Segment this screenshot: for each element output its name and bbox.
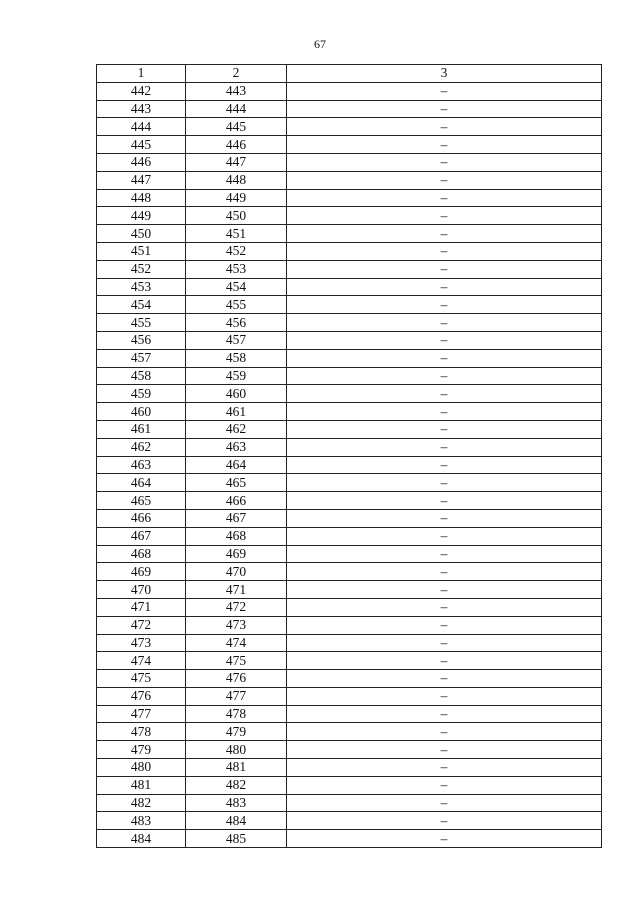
table-cell-col-2: 448: [186, 171, 287, 189]
table-header: [97, 65, 602, 83]
table-row: [97, 474, 602, 492]
table-cell-col-1: 475: [97, 670, 186, 688]
table-cell-col-1: 444: [97, 118, 186, 136]
table-cell-col-1: 483: [97, 812, 186, 830]
table-row: [97, 652, 602, 670]
table-cell-col-3: –: [287, 438, 602, 456]
page-number: 67: [314, 37, 326, 51]
table-row: [97, 100, 602, 118]
table-cell-col-1: 448: [97, 189, 186, 207]
table-cell-col-3: –: [287, 563, 602, 581]
table-row: [97, 278, 602, 296]
table-row: [97, 403, 602, 421]
table-row: [97, 545, 602, 563]
table-cell-col-2: 460: [186, 385, 287, 403]
table-cell-col-3: –: [287, 474, 602, 492]
table-cell-col-1: 458: [97, 367, 186, 385]
table-cell-col-3: –: [287, 385, 602, 403]
table-cell-col-1: 482: [97, 794, 186, 812]
table-cell-col-1: 462: [97, 438, 186, 456]
table-row: [97, 456, 602, 474]
table-cell-col-2: 478: [186, 705, 287, 723]
table-row: [97, 492, 602, 510]
table-cell-col-3: –: [287, 189, 602, 207]
table-row: [97, 581, 602, 599]
table-cell-col-1: 450: [97, 225, 186, 243]
table-cell-col-3: –: [287, 581, 602, 599]
column-header-2: 2: [186, 65, 287, 83]
table-cell-col-3: –: [287, 634, 602, 652]
table-row: [97, 598, 602, 616]
table-cell-col-1: 454: [97, 296, 186, 314]
table-cell-col-1: 460: [97, 403, 186, 421]
table-row: [97, 82, 602, 100]
table-cell-col-3: –: [287, 296, 602, 314]
table-cell-col-3: –: [287, 331, 602, 349]
table-cell-col-1: 484: [97, 830, 186, 848]
table-cell-col-3: –: [287, 456, 602, 474]
table-cell-col-3: –: [287, 527, 602, 545]
table-cell-col-3: –: [287, 260, 602, 278]
table-cell-col-1: 453: [97, 278, 186, 296]
table-cell-col-3: –: [287, 242, 602, 260]
table-cell-col-3: –: [287, 367, 602, 385]
table-row: [97, 242, 602, 260]
table-cell-col-1: 477: [97, 705, 186, 723]
table-cell-col-2: 470: [186, 563, 287, 581]
table-cell-col-2: 466: [186, 492, 287, 510]
table-cell-col-1: 474: [97, 652, 186, 670]
table-row: [97, 563, 602, 581]
table-cell-col-3: –: [287, 812, 602, 830]
table-cell-col-2: 468: [186, 527, 287, 545]
table-cell-col-2: 462: [186, 420, 287, 438]
table-cell-col-2: 465: [186, 474, 287, 492]
table-cell-col-2: 463: [186, 438, 287, 456]
table-cell-col-2: 471: [186, 581, 287, 599]
table-cell-col-1: 468: [97, 545, 186, 563]
table-cell-col-1: 464: [97, 474, 186, 492]
table-cell-col-2: 447: [186, 153, 287, 171]
table-cell-col-2: 445: [186, 118, 287, 136]
table-row: [97, 670, 602, 688]
table-row: [97, 118, 602, 136]
table-cell-col-1: 452: [97, 260, 186, 278]
table-cell-col-3: –: [287, 314, 602, 332]
table-cell-col-2: 481: [186, 759, 287, 777]
table-cell-col-3: –: [287, 616, 602, 634]
table-cell-col-3: –: [287, 670, 602, 688]
table-cell-col-2: 449: [186, 189, 287, 207]
table-cell-col-3: –: [287, 153, 602, 171]
table-cell-col-2: 451: [186, 225, 287, 243]
table-cell-col-1: 442: [97, 82, 186, 100]
table-row: [97, 830, 602, 848]
table-row: [97, 331, 602, 349]
table-cell-col-2: 477: [186, 687, 287, 705]
table-cell-col-3: –: [287, 776, 602, 794]
table-cell-col-3: –: [287, 759, 602, 777]
table-cell-col-1: 455: [97, 314, 186, 332]
table-cell-col-2: 459: [186, 367, 287, 385]
table-cell-col-2: 452: [186, 242, 287, 260]
table-cell-col-1: 472: [97, 616, 186, 634]
table-cell-col-1: 449: [97, 207, 186, 225]
table-row: [97, 776, 602, 794]
table-cell-col-3: –: [287, 136, 602, 154]
table-row: [97, 136, 602, 154]
table-cell-col-2: 479: [186, 723, 287, 741]
column-header-3: 3: [287, 65, 602, 83]
table-row: [97, 420, 602, 438]
table-cell-col-1: 476: [97, 687, 186, 705]
table-cell-col-1: 445: [97, 136, 186, 154]
table-cell-col-2: 464: [186, 456, 287, 474]
table-row: [97, 349, 602, 367]
table-cell-col-1: 443: [97, 100, 186, 118]
table-cell-col-1: 451: [97, 242, 186, 260]
table-cell-col-3: –: [287, 598, 602, 616]
table-cell-col-2: 485: [186, 830, 287, 848]
table-cell-col-2: 450: [186, 207, 287, 225]
table-row: [97, 225, 602, 243]
table-cell-col-3: –: [287, 652, 602, 670]
table-cell-col-1: 447: [97, 171, 186, 189]
table-row: [97, 705, 602, 723]
table-row: [97, 171, 602, 189]
table-cell-col-3: –: [287, 830, 602, 848]
table-row: [97, 207, 602, 225]
table-cell-col-3: –: [287, 741, 602, 759]
table-row: [97, 741, 602, 759]
table-cell-col-2: 474: [186, 634, 287, 652]
table-cell-col-1: 461: [97, 420, 186, 438]
table-cell-col-2: 484: [186, 812, 287, 830]
table-cell-col-3: –: [287, 545, 602, 563]
table-row: [97, 314, 602, 332]
table-cell-col-1: 479: [97, 741, 186, 759]
table-cell-col-2: 444: [186, 100, 287, 118]
table-cell-col-2: 473: [186, 616, 287, 634]
data-table: [96, 64, 602, 848]
table-cell-col-1: 469: [97, 563, 186, 581]
table-cell-col-1: 456: [97, 331, 186, 349]
table-row: [97, 812, 602, 830]
table-cell-col-3: –: [287, 225, 602, 243]
table-cell-col-3: –: [287, 100, 602, 118]
table-cell-col-2: 446: [186, 136, 287, 154]
table-cell-col-1: 478: [97, 723, 186, 741]
table-cell-col-3: –: [287, 349, 602, 367]
table-cell-col-1: 446: [97, 153, 186, 171]
table-cell-col-3: –: [287, 723, 602, 741]
table-cell-col-2: 458: [186, 349, 287, 367]
table-cell-col-2: 482: [186, 776, 287, 794]
table-row: [97, 759, 602, 777]
table-row: [97, 634, 602, 652]
table-cell-col-3: –: [287, 82, 602, 100]
table-cell-col-3: –: [287, 171, 602, 189]
table-row: [97, 367, 602, 385]
table-cell-col-3: –: [287, 420, 602, 438]
table-row: [97, 189, 602, 207]
table-cell-col-3: –: [287, 278, 602, 296]
table-cell-col-1: 457: [97, 349, 186, 367]
table-cell-col-2: 461: [186, 403, 287, 421]
table-cell-col-2: 472: [186, 598, 287, 616]
table-row: [97, 385, 602, 403]
table-cell-col-1: 459: [97, 385, 186, 403]
table-cell-col-2: 456: [186, 314, 287, 332]
table-cell-col-2: 467: [186, 509, 287, 527]
table-row: [97, 616, 602, 634]
table-cell-col-2: 453: [186, 260, 287, 278]
table-cell-col-2: 455: [186, 296, 287, 314]
table-row: [97, 509, 602, 527]
table-row: [97, 794, 602, 812]
table-cell-col-1: 467: [97, 527, 186, 545]
table-cell-col-3: –: [287, 687, 602, 705]
table-cell-col-2: 476: [186, 670, 287, 688]
table-cell-col-1: 465: [97, 492, 186, 510]
table-cell-col-3: –: [287, 705, 602, 723]
table-cell-col-1: 471: [97, 598, 186, 616]
table-body: [97, 82, 602, 847]
table-cell-col-2: 475: [186, 652, 287, 670]
table-row: [97, 723, 602, 741]
table-cell-col-3: –: [287, 207, 602, 225]
table-cell-col-3: –: [287, 118, 602, 136]
table-cell-col-2: 483: [186, 794, 287, 812]
table-cell-col-3: –: [287, 794, 602, 812]
table-cell-col-1: 463: [97, 456, 186, 474]
table-cell-col-2: 480: [186, 741, 287, 759]
table-row: [97, 527, 602, 545]
table-cell-col-1: 480: [97, 759, 186, 777]
table-cell-col-2: 454: [186, 278, 287, 296]
column-header-1: 1: [97, 65, 186, 83]
table-cell-col-3: –: [287, 492, 602, 510]
table-cell-col-3: –: [287, 403, 602, 421]
header-row: [97, 65, 602, 83]
table-cell-col-3: –: [287, 509, 602, 527]
table-row: [97, 260, 602, 278]
table-row: [97, 296, 602, 314]
table-cell-col-1: 473: [97, 634, 186, 652]
table-cell-col-1: 481: [97, 776, 186, 794]
table-cell-col-2: 443: [186, 82, 287, 100]
table-row: [97, 687, 602, 705]
table-cell-col-1: 466: [97, 509, 186, 527]
table-row: [97, 153, 602, 171]
table-cell-col-1: 470: [97, 581, 186, 599]
table-cell-col-2: 457: [186, 331, 287, 349]
table-cell-col-2: 469: [186, 545, 287, 563]
table-row: [97, 438, 602, 456]
